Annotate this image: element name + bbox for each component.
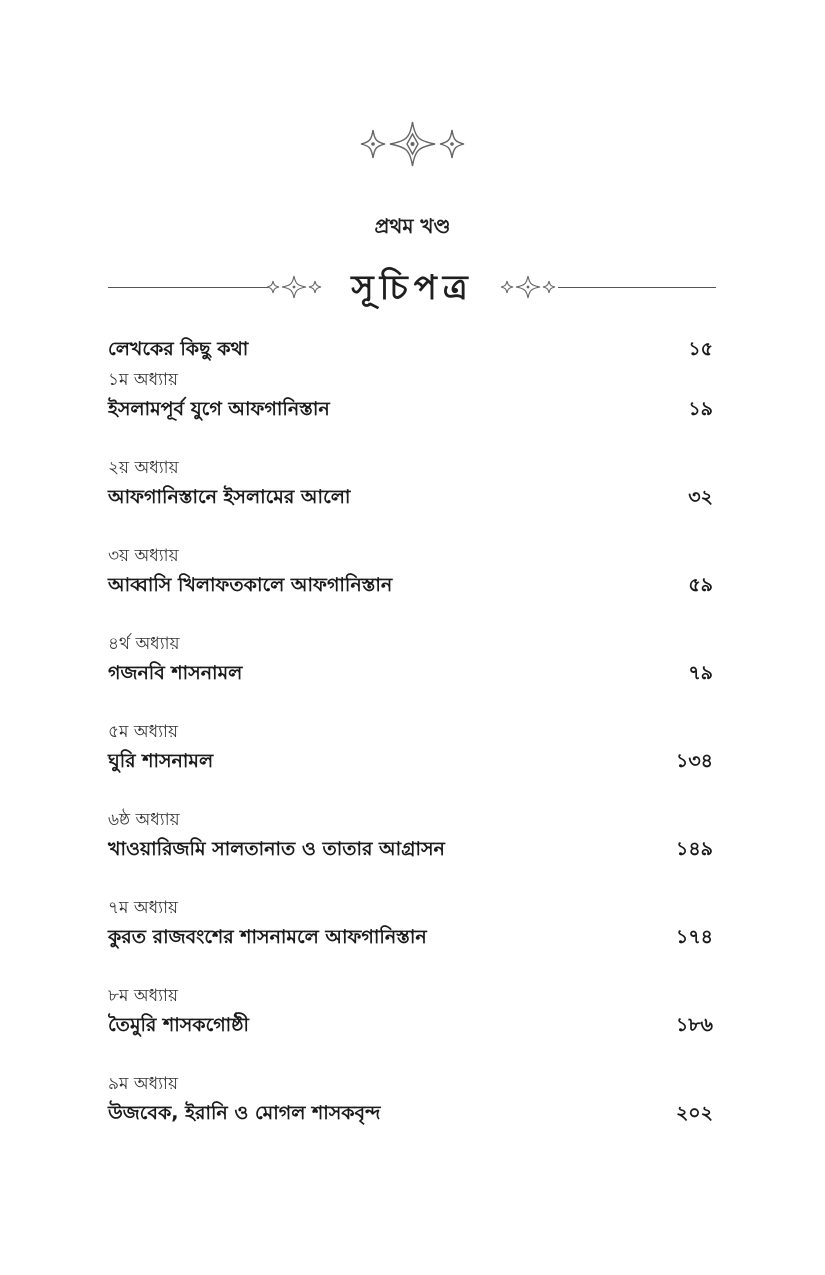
toc-entry-row xyxy=(108,746,713,776)
toc-entry xyxy=(108,1070,713,1128)
entry-title: কুরত রাজবংশের শাসনামলে আফগানিস্তান xyxy=(108,926,427,948)
entry-page-number: ১৯ xyxy=(688,398,713,420)
part-title: প্রথম খণ্ড xyxy=(374,214,451,238)
toc-entry-row xyxy=(108,1010,713,1040)
toc-entry-row xyxy=(108,922,713,952)
chapter-label: ৯ম অধ্যায় xyxy=(108,1074,178,1094)
entry-title: খাওয়ারিজমি সালতানাত ও তাতার আগ্রাসন xyxy=(108,838,445,860)
toc-entry xyxy=(108,806,713,864)
toc-entry-row xyxy=(108,394,713,424)
toc-entry-row xyxy=(108,1098,713,1128)
chapter-label: ১ম অধ্যায় xyxy=(108,370,178,390)
small-star-ornament-icon xyxy=(264,273,324,301)
entry-title: লেখকের কিছু কথা xyxy=(108,338,249,360)
entry-title: আফগানিস্তানে ইসলামের আলো xyxy=(108,486,351,508)
entry-title: ইসলামপূর্ব যুগে আফগানিস্তান xyxy=(108,398,330,420)
entry-page-number: ২০২ xyxy=(675,1102,713,1124)
entry-title: গজনবি শাসনামল xyxy=(108,662,243,684)
entry-page-number: ১৪৯ xyxy=(676,838,713,860)
entry-page-number: ১৭৪ xyxy=(675,926,713,948)
entry-page-number: ৩২ xyxy=(688,486,713,508)
entry-title: আব্বাসি খিলাফতকালে আফগানিস্তান xyxy=(108,574,393,596)
entry-page-number: ৫৯ xyxy=(688,574,713,596)
toc-entry-row xyxy=(108,334,713,364)
toc-entry xyxy=(108,894,713,952)
entry-title: ঘুরি শাসনামল xyxy=(108,750,214,772)
toc-entry xyxy=(108,454,713,512)
divider-left xyxy=(108,287,268,288)
chapter-label: ৩য় অধ্যায় xyxy=(108,546,179,566)
toc-entry-row xyxy=(108,482,713,512)
entry-page-number: ১৩৪ xyxy=(675,750,713,772)
entry-title: উজবেক, ইরানি ও মোগল শাসকবৃন্দ xyxy=(108,1102,381,1124)
chapter-label: ৬ষ্ঠ অধ্যায় xyxy=(108,810,180,830)
entry-title: তৈমুরি শাসকগোষ্ঠী xyxy=(108,1014,249,1036)
small-star-ornament-icon xyxy=(498,273,558,301)
entry-page-number: ১৫ xyxy=(688,338,713,360)
star-ornament-icon xyxy=(355,118,470,170)
toc-entry xyxy=(108,718,713,776)
toc-entry xyxy=(108,982,713,1040)
chapter-label: ২য় অধ্যায় xyxy=(108,458,179,478)
chapter-label: ৫ম অধ্যায় xyxy=(108,722,178,742)
entry-page-number: ৭৯ xyxy=(688,662,713,684)
toc-entry-row xyxy=(108,658,713,688)
toc-entry xyxy=(108,630,713,688)
toc-entry-row xyxy=(108,570,713,600)
toc-entry xyxy=(108,334,713,364)
toc-list xyxy=(108,334,713,1158)
toc-entry-row xyxy=(108,834,713,864)
toc-entry xyxy=(108,366,713,424)
chapter-label: ৮ম অধ্যায় xyxy=(108,986,178,1006)
chapter-label: ৭ম অধ্যায় xyxy=(108,898,179,918)
chapter-label: ৪র্থ অধ্যায় xyxy=(108,634,180,654)
toc-entry xyxy=(108,542,713,600)
divider-right xyxy=(558,287,716,288)
toc-heading: সূচিপত্র xyxy=(351,268,474,308)
entry-page-number: ১৮৬ xyxy=(675,1014,713,1036)
